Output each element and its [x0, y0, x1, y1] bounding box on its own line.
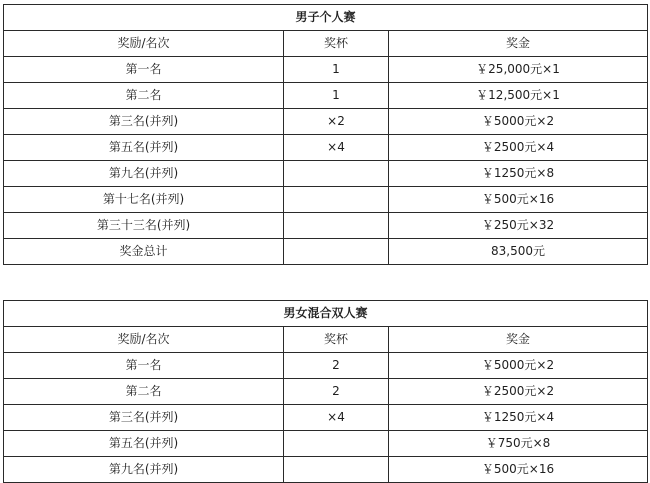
rank-cell: 第一名: [4, 57, 284, 83]
header-prize: 奖金: [389, 31, 648, 57]
trophy-cell: [284, 213, 389, 239]
table-row: [4, 457, 648, 483]
trophy-cell: [284, 239, 389, 265]
trophy-cell: 2: [284, 379, 389, 405]
trophy-cell: 1: [284, 83, 389, 109]
table-row: [4, 161, 648, 187]
table-header-row: [4, 31, 648, 57]
table-row: [4, 57, 648, 83]
trophy-cell: ×2: [284, 109, 389, 135]
prize-cell: ￥5000元×2: [389, 109, 648, 135]
header-trophy: 奖杯: [284, 327, 389, 353]
prize-cell: ￥250元×32: [389, 213, 648, 239]
trophy-cell: [284, 457, 389, 483]
rank-cell: 第二名: [4, 83, 284, 109]
header-trophy: 奖杯: [284, 31, 389, 57]
table-header-row: [4, 327, 648, 353]
rank-cell: 第五名(并列): [4, 135, 284, 161]
header-rank: 奖励/名次: [4, 327, 284, 353]
trophy-cell: 1: [284, 57, 389, 83]
total-row: [4, 239, 648, 265]
trophy-cell: 2: [284, 353, 389, 379]
table-row: [4, 109, 648, 135]
table-row: [4, 83, 648, 109]
prize-cell: ￥750元×8: [389, 431, 648, 457]
prize-cell: ￥1250元×4: [389, 405, 648, 431]
rank-cell: 第九名(并列): [4, 457, 284, 483]
rank-cell: 第十七名(并列): [4, 187, 284, 213]
table-row: [4, 213, 648, 239]
table-title-row: [4, 5, 648, 31]
table-row: [4, 135, 648, 161]
trophy-cell: ×4: [284, 405, 389, 431]
table-title: 男子个人赛: [4, 5, 648, 31]
header-prize: 奖金: [389, 327, 648, 353]
trophy-cell: [284, 161, 389, 187]
rank-cell: 第三名(并列): [4, 109, 284, 135]
prize-cell: ￥2500元×4: [389, 135, 648, 161]
table-row: [4, 353, 648, 379]
mens-singles-prize-table: [3, 4, 648, 265]
prize-cell: ￥500元×16: [389, 187, 648, 213]
total-label: 奖金总计: [4, 239, 284, 265]
rank-cell: 第一名: [4, 353, 284, 379]
table-row: [4, 187, 648, 213]
total-value: 83,500元: [389, 239, 648, 265]
prize-cell: ￥1250元×8: [389, 161, 648, 187]
prize-cell: ￥2500元×2: [389, 379, 648, 405]
prize-cell: ￥5000元×2: [389, 353, 648, 379]
rank-cell: 第九名(并列): [4, 161, 284, 187]
table-row: [4, 405, 648, 431]
prize-cell: ￥12,500元×1: [389, 83, 648, 109]
prize-cell: ￥500元×16: [389, 457, 648, 483]
rank-cell: 第五名(并列): [4, 431, 284, 457]
table-title-row: [4, 301, 648, 327]
prize-cell: ￥25,000元×1: [389, 57, 648, 83]
table-row: [4, 379, 648, 405]
mixed-doubles-prize-table: [3, 300, 648, 483]
trophy-cell: [284, 187, 389, 213]
rank-cell: 第二名: [4, 379, 284, 405]
trophy-cell: [284, 431, 389, 457]
trophy-cell: ×4: [284, 135, 389, 161]
header-rank: 奖励/名次: [4, 31, 284, 57]
rank-cell: 第三十三名(并列): [4, 213, 284, 239]
table-title: 男女混合双人赛: [4, 301, 648, 327]
rank-cell: 第三名(并列): [4, 405, 284, 431]
table-row: [4, 431, 648, 457]
